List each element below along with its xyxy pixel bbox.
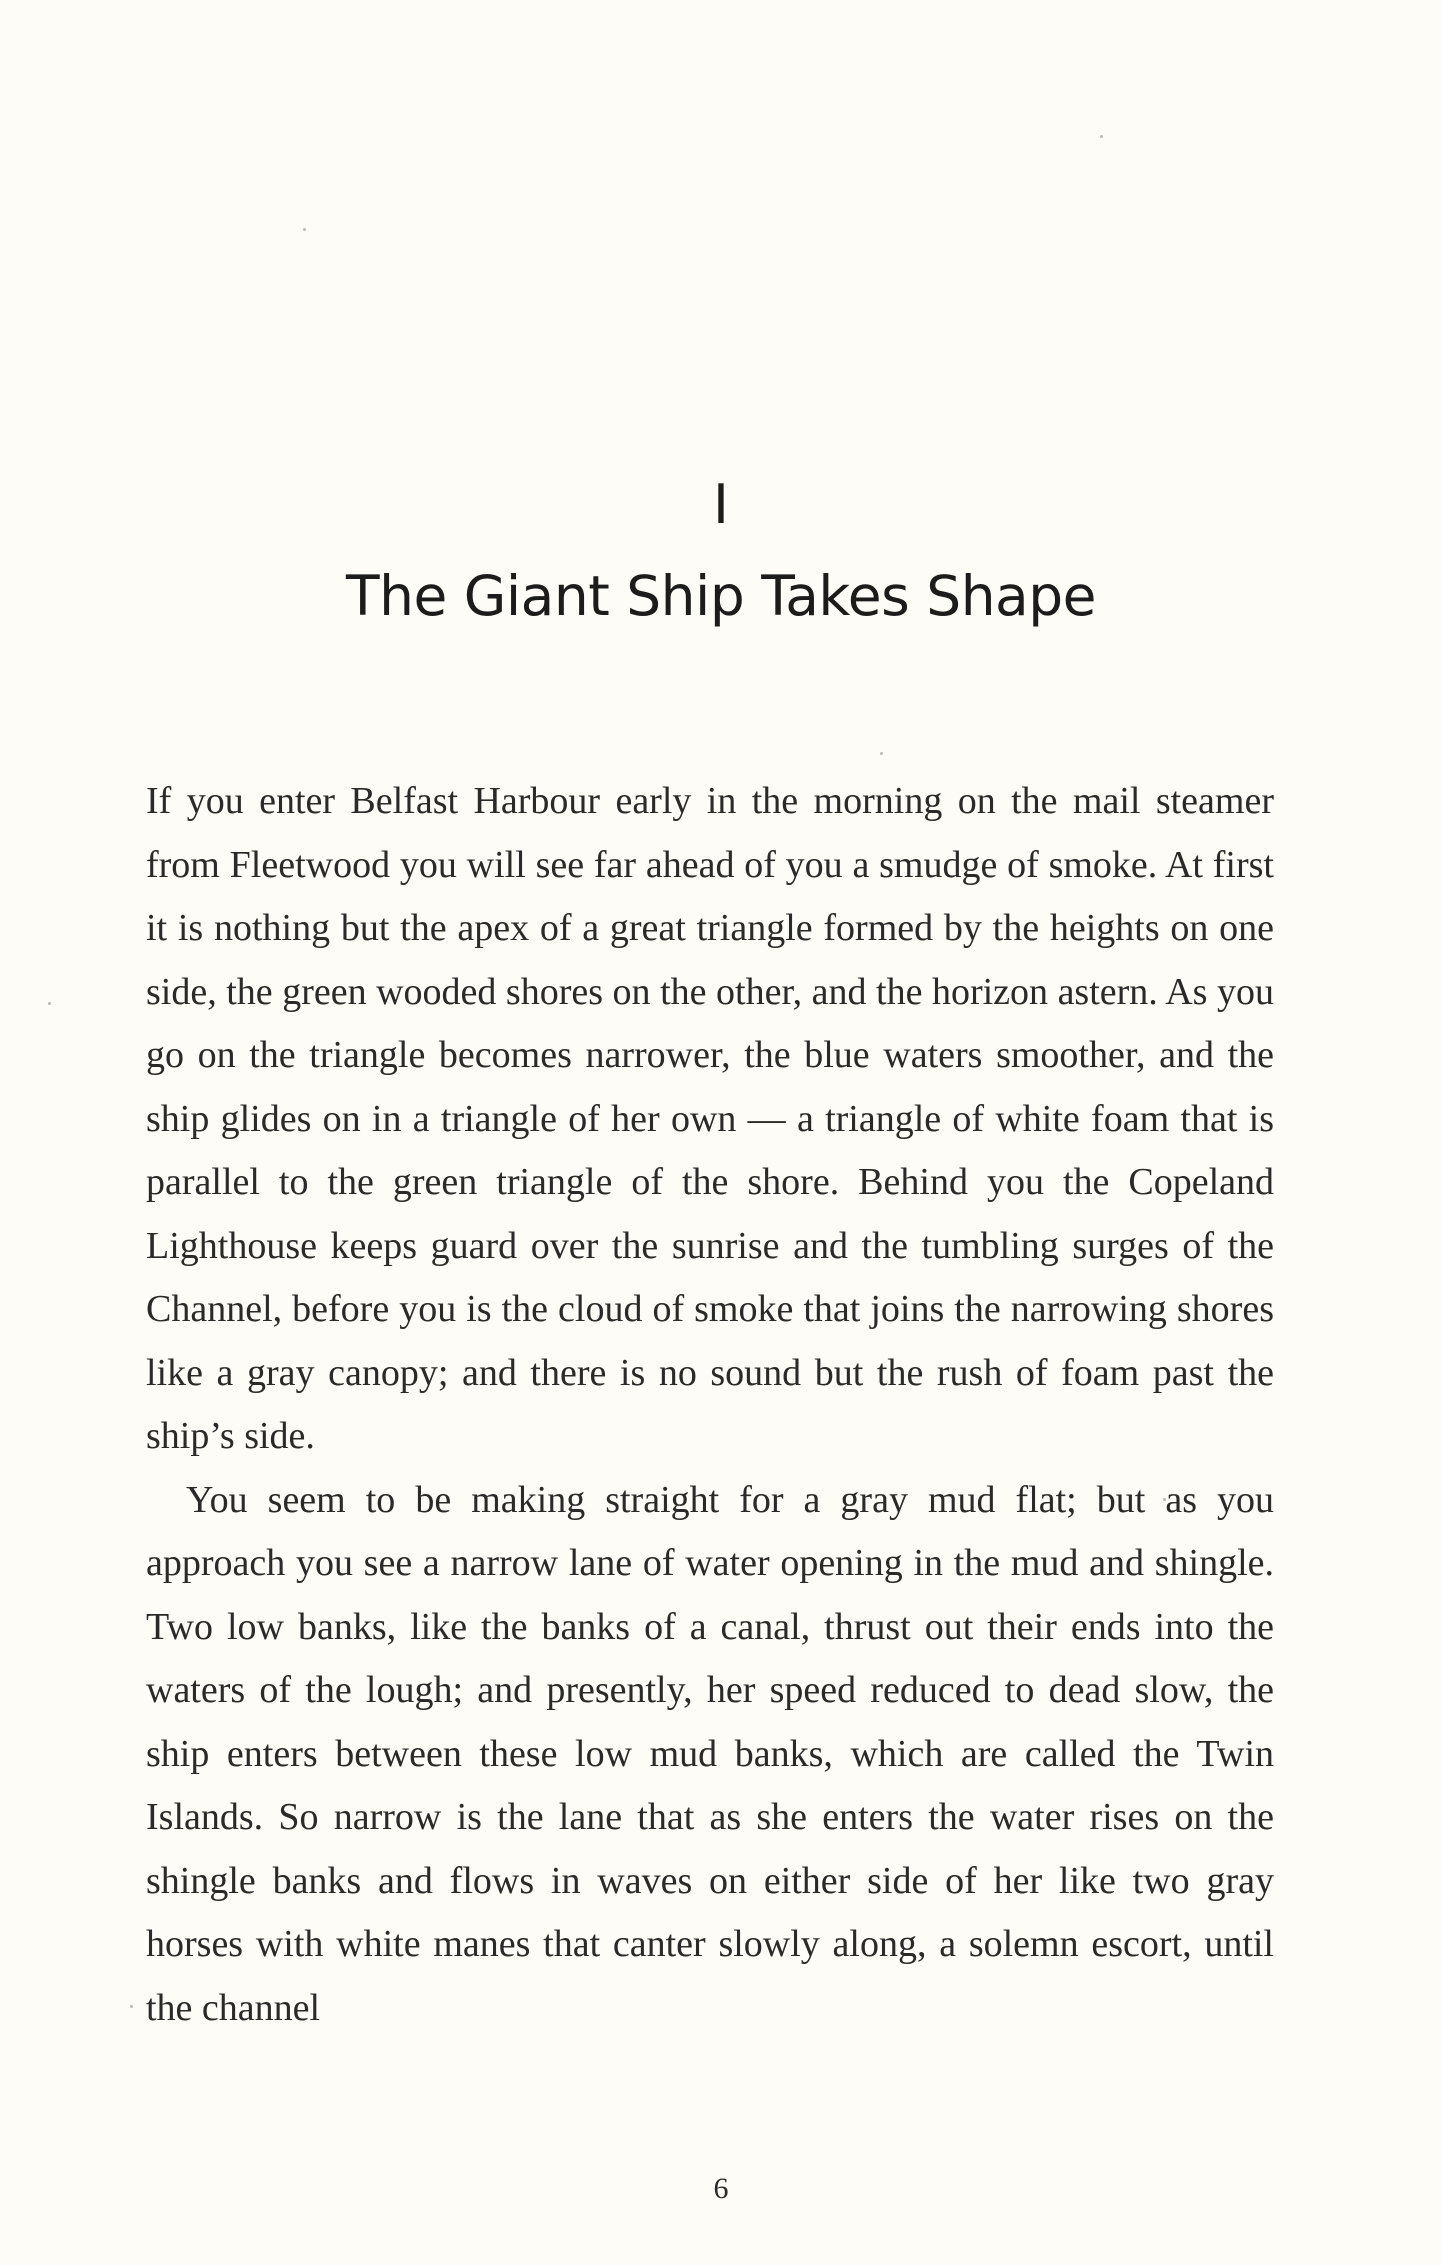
paragraph: You seem to be making straight for a gray mud flat; but as you approach you see a narrow lane of water opening in the mud and shingle. Two low banks, like the banks of a canal, thrust out their ends into the waters of the lough; and presently, her speed reduced to dead slow, the ship enters between these low mud banks, which are called the Twin Islands. So narrow is the lane that as she enters the water rises on the shingle banks and flows in waves on either side of her like two gray horses with white manes that canter slowly along, a solemn escort, until the channel [146, 1478, 1274, 2029]
paper-speck [880, 752, 883, 755]
chapter-body [146, 770, 1274, 2040]
page-number: 6 [713, 2172, 729, 2205]
chapter-number: I [713, 473, 729, 536]
paper-speck [48, 1002, 51, 1005]
paper-speck [130, 2005, 133, 2008]
paper-speck [303, 228, 306, 231]
chapter-title: The Giant Ship Takes Shape [345, 564, 1097, 628]
paragraph: If you enter Belfast Harbour early in the morning on the mail steamer from Fleetwood you will see far ahead of you a smudge of smoke. At first it is nothing but the apex of a great triangle formed by the heights on one side, the green wooded shores on the other, and the horizon astern. As you go on the triangle becomes narrower, the blue waters smoother, and the ship glides on in a triangle of her own — a triangle of white foam that is parallel to the green triangle of the shore. Behind you the Copeland Lighthouse keeps guard over the sunrise and the tumbling surges of the Channel, before you is the cloud of smoke that joins the narrowing shores like a gray canopy; and there is no sound but the rush of foam past the ship’s side. [146, 780, 1274, 1457]
paper-speck [1100, 135, 1103, 138]
